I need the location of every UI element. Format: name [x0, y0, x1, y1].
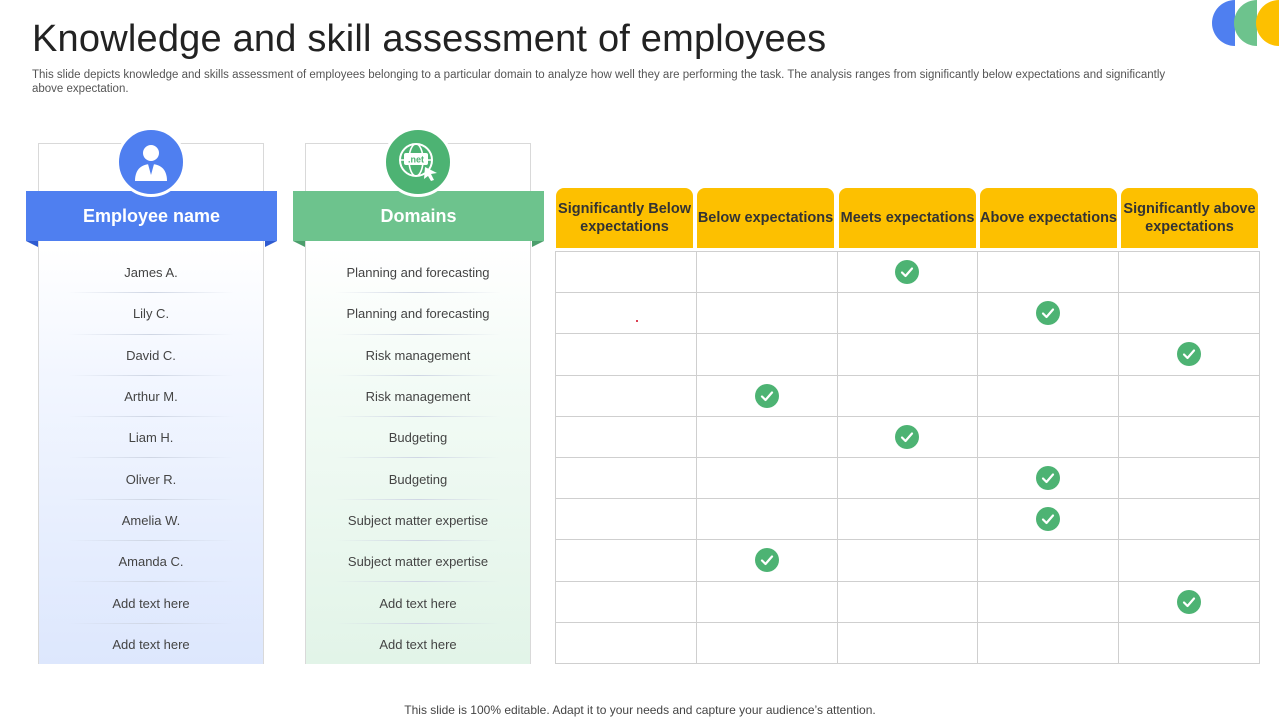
employee-name-cell: Add text here: [38, 582, 264, 623]
domain-list: [305, 252, 531, 665]
employee-name-header: Employee name: [26, 191, 277, 241]
employee-name-cell: Lily C.: [38, 293, 264, 334]
domain-cell: Risk management: [305, 376, 531, 417]
check-circle-icon: [1036, 507, 1060, 531]
rating-header: Below expectations: [697, 188, 834, 248]
grid-cell: [697, 458, 838, 499]
domain-cell: Planning and forecasting: [305, 252, 531, 293]
grid-cell: [838, 623, 979, 664]
domain-cell: Budgeting: [305, 458, 531, 499]
grid-cell: [838, 293, 979, 334]
employee-list: [38, 252, 264, 665]
grid-cell: [697, 334, 838, 375]
grid-cell: [838, 417, 979, 458]
grid-cell: [978, 334, 1119, 375]
grid-cell: [838, 376, 979, 417]
check-circle-icon: [895, 260, 919, 284]
svg-text:.net: .net: [407, 154, 425, 165]
grid-cell: [978, 582, 1119, 623]
check-circle-icon: [1177, 342, 1201, 366]
page-title: Knowledge and skill assessment of employees: [32, 18, 827, 60]
domain-cell: Add text here: [305, 582, 531, 623]
yellow-half-circle: [1256, 0, 1280, 46]
grid-cell: [556, 334, 697, 375]
domain-cell: Subject matter expertise: [305, 541, 531, 582]
page-subtitle: This slide depicts knowledge and skills assessment of employees belonging to a particular domain to analyze how well they are performing the task. The analysis ranges from significantly below expectations and significantly above expectation.: [32, 69, 1166, 95]
grid-cell: [556, 582, 697, 623]
domain-cell: Budgeting: [305, 417, 531, 458]
grid-cell: [556, 417, 697, 458]
grid-cell: [556, 293, 697, 334]
grid-cell: [1119, 293, 1260, 334]
grid-cell: [1119, 252, 1260, 293]
grid-cell: [1119, 417, 1260, 458]
domain-cell: Planning and forecasting: [305, 293, 531, 334]
grid-cell: [697, 499, 838, 540]
grid-cell: [1119, 623, 1260, 664]
grid-cell: [838, 252, 979, 293]
grid-cell: [697, 582, 838, 623]
grid-cell: [697, 376, 838, 417]
grid-cell: [556, 499, 697, 540]
employee-name-cell: David C.: [38, 335, 264, 376]
rating-header: Meets expectations: [839, 188, 976, 248]
domain-cell: Subject matter expertise: [305, 500, 531, 541]
grid-cell: [1119, 499, 1260, 540]
footer-note: This slide is 100% editable. Adapt it to your needs and capture your audience’s attention.: [404, 703, 876, 717]
domains-header: Domains: [293, 191, 544, 241]
rating-header: Significantly Below expectations: [556, 188, 693, 248]
check-circle-icon: [755, 384, 779, 408]
check-circle-icon: [1177, 590, 1201, 614]
grid-cell: [556, 540, 697, 581]
employee-name-cell: Oliver R.: [38, 458, 264, 499]
grid-cell: [1119, 540, 1260, 581]
employee-name-cell: Add text here: [112, 636, 190, 652]
grid-cell: [978, 293, 1119, 334]
grid-cell: [1119, 458, 1260, 499]
grid-cell: [838, 458, 979, 499]
employee-name-cell: Amelia W.: [38, 500, 264, 541]
stray-dot: [636, 320, 638, 322]
grid-cell: [697, 293, 838, 334]
check-circle-icon: [1036, 301, 1060, 325]
employee-name-cell: James A.: [38, 252, 264, 293]
grid-cell: [556, 458, 697, 499]
grid-cell: [556, 376, 697, 417]
person-icon: [116, 127, 186, 197]
grid-cell: [838, 540, 979, 581]
grid-cell: [978, 252, 1119, 293]
grid-cell: [556, 623, 697, 664]
employee-name-cell: Arthur M.: [38, 376, 264, 417]
grid-cell: [838, 334, 979, 375]
domain-cell: Add text here: [379, 636, 457, 652]
employee-name-cell: Amanda C.: [38, 541, 264, 582]
grid-cell: [978, 458, 1119, 499]
grid-cell: [1119, 376, 1260, 417]
decorative-circles: [1210, 0, 1280, 46]
employee-name-cell: Liam H.: [38, 417, 264, 458]
assessment-grid: [555, 251, 1260, 664]
check-circle-icon: [1036, 466, 1060, 490]
grid-cell: [978, 499, 1119, 540]
grid-cell: [838, 582, 979, 623]
grid-cell: [978, 540, 1119, 581]
domain-cell: Risk management: [305, 335, 531, 376]
grid-cell: [838, 499, 979, 540]
grid-cell: [697, 540, 838, 581]
grid-cell: [697, 417, 838, 458]
rating-header: Significantly above expectations: [1121, 188, 1258, 248]
grid-cell: [697, 623, 838, 664]
grid-cell: [697, 252, 838, 293]
grid-cell: [1119, 334, 1260, 375]
grid-cell: [1119, 582, 1260, 623]
check-circle-icon: [895, 425, 919, 449]
globe-net-icon: [383, 127, 453, 197]
grid-cell: [978, 376, 1119, 417]
grid-cell: [978, 417, 1119, 458]
grid-cell: [978, 623, 1119, 664]
rating-header: Above expectations: [980, 188, 1117, 248]
grid-cell: [556, 252, 697, 293]
check-circle-icon: [755, 548, 779, 572]
